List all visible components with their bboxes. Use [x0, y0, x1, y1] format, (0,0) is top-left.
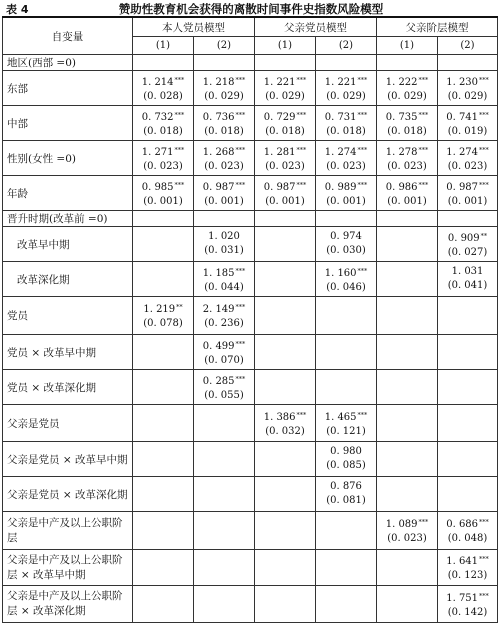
- coefficient-cell: [377, 262, 438, 297]
- significance-stars: ***: [418, 518, 429, 526]
- row-label: 党员: [3, 297, 133, 335]
- coefficient-cell: [194, 55, 255, 71]
- coefficient-value: 1. 020: [208, 231, 240, 242]
- coefficient-cell: [438, 550, 498, 586]
- coefficient-value: 0. 686: [446, 519, 479, 530]
- significance-stars: ***: [235, 110, 246, 119]
- significance-stars: ***: [296, 110, 307, 119]
- coefficient-cell: [255, 297, 316, 335]
- significance-stars: ***: [296, 180, 307, 189]
- row-label: 父亲是党员: [3, 405, 133, 442]
- coefficient-value: 1. 160: [324, 267, 357, 279]
- coefficient-cell: [316, 141, 377, 176]
- significance-stars: ***: [235, 374, 246, 383]
- coefficient-cell: [377, 586, 438, 623]
- coefficient-value: 0. 729: [263, 111, 296, 123]
- standard-error: (0. 041): [447, 280, 488, 291]
- significance-stars: ***: [174, 180, 185, 189]
- table-row: [3, 405, 498, 442]
- significance-stars: ***: [357, 180, 368, 189]
- table-number: 表 4: [6, 3, 29, 16]
- coefficient-cell: [194, 106, 255, 141]
- coefficient-cell: [133, 106, 194, 141]
- coefficient-cell: [316, 71, 377, 106]
- significance-stars: **: [480, 231, 488, 240]
- standard-error: (0. 001): [326, 195, 366, 207]
- significance-stars: ***: [296, 145, 307, 154]
- row-label: 父亲是中产及以上公职阶层 × 改革早中期: [3, 550, 133, 586]
- table-row: [3, 262, 498, 297]
- significance-stars: ***: [235, 145, 246, 154]
- standard-error: (0. 030): [326, 245, 366, 256]
- coefficient-cell: [194, 370, 255, 405]
- standard-error: (0. 032): [265, 425, 305, 437]
- standard-error: (0. 023): [387, 533, 427, 544]
- standard-error: (0. 001): [447, 195, 488, 207]
- significance-stars: ***: [418, 75, 429, 84]
- coefficient-value: 2. 149: [202, 304, 235, 315]
- coefficient-cell: [438, 211, 498, 227]
- coefficient-cell: [255, 55, 316, 71]
- header-group-own-party: 本人党员模型: [133, 17, 255, 37]
- coefficient-cell: [194, 335, 255, 370]
- coefficient-cell: [438, 442, 498, 477]
- coefficient-value: 0. 986: [385, 181, 418, 193]
- standard-error: (0. 023): [387, 160, 427, 172]
- standard-error: (0. 048): [447, 533, 488, 544]
- significance-stars: ***: [418, 145, 429, 154]
- standard-error: (0. 019): [447, 125, 488, 137]
- coefficient-cell: [255, 141, 316, 176]
- standard-error: (0. 046): [326, 281, 366, 293]
- coefficient-value: 1. 751: [446, 592, 479, 604]
- coefficient-value: 0. 987: [446, 181, 479, 193]
- standard-error: (0. 081): [326, 495, 366, 506]
- coefficient-value: 1. 222: [385, 76, 418, 88]
- significance-stars: ***: [235, 266, 246, 275]
- standard-error: (0. 018): [204, 125, 244, 137]
- coefficient-cell: [255, 335, 316, 370]
- coefficient-cell: [377, 335, 438, 370]
- header-group-father-class: 父亲阶层模型: [377, 17, 498, 37]
- coefficient-cell: [194, 297, 255, 335]
- coefficient-cell: [255, 550, 316, 586]
- coefficient-cell: [194, 477, 255, 512]
- coefficient-cell: [377, 55, 438, 71]
- coefficient-cell: [133, 71, 194, 106]
- standard-error: (0. 001): [143, 195, 183, 207]
- coefficient-cell: [255, 405, 316, 442]
- standard-error: (0. 023): [265, 160, 305, 172]
- standard-error: (0. 023): [326, 160, 366, 172]
- coefficient-cell: [438, 586, 498, 623]
- standard-error: (0. 044): [204, 281, 244, 293]
- coefficient-cell: [377, 550, 438, 586]
- coefficient-cell: [133, 176, 194, 211]
- coefficient-value: 1. 281: [263, 146, 296, 158]
- row-label: 父亲是中产及以上公职阶层 × 改革深化期: [3, 586, 133, 623]
- coefficient-cell: [377, 297, 438, 335]
- coefficient-value: 0. 736: [202, 111, 235, 123]
- standard-error: (0. 018): [326, 125, 366, 137]
- coefficient-cell: [255, 370, 316, 405]
- significance-stars: ***: [235, 303, 246, 311]
- standard-error: (0. 018): [265, 125, 305, 137]
- standard-error: (0. 029): [447, 90, 488, 102]
- coefficient-cell: [255, 211, 316, 227]
- coefficient-value: 0. 876: [330, 481, 362, 492]
- coefficient-value: 1. 221: [324, 76, 357, 88]
- coefficient-value: 1. 386: [263, 411, 296, 423]
- standard-error: (0. 023): [143, 160, 183, 172]
- significance-stars: **: [176, 303, 183, 311]
- coefficient-cell: [133, 141, 194, 176]
- row-label: 地区(西部 =0): [3, 55, 133, 71]
- coefficient-value: 1. 465: [324, 411, 357, 423]
- table-row: [3, 370, 498, 405]
- coefficient-cell: [316, 297, 377, 335]
- row-label: 东部: [3, 71, 133, 106]
- row-label: 党员 × 改革深化期: [3, 370, 133, 405]
- coefficient-value: 0. 735: [385, 111, 418, 123]
- coefficient-cell: [316, 55, 377, 71]
- table-row: [3, 550, 498, 586]
- coefficient-cell: [377, 71, 438, 106]
- coefficient-cell: [133, 55, 194, 71]
- row-label: 年龄: [3, 176, 133, 211]
- coefficient-cell: [438, 106, 498, 141]
- coefficient-cell: [316, 477, 377, 512]
- standard-error: (0. 123): [447, 570, 488, 581]
- standard-error: (0. 029): [387, 90, 427, 102]
- coefficient-cell: [255, 262, 316, 297]
- coefficient-cell: [255, 477, 316, 512]
- table-row: [3, 335, 498, 370]
- significance-stars: ***: [235, 75, 246, 84]
- coefficient-cell: [255, 176, 316, 211]
- coefficient-cell: [194, 550, 255, 586]
- table-row: [3, 176, 498, 211]
- coefficient-cell: [194, 262, 255, 297]
- coefficient-cell: [316, 405, 377, 442]
- coefficient-value: 0. 285: [202, 375, 235, 387]
- table-row: [3, 227, 498, 262]
- coefficient-cell: [438, 227, 498, 262]
- coefficient-cell: [133, 550, 194, 586]
- coefficient-value: 0. 731: [324, 111, 357, 123]
- significance-stars: ***: [418, 180, 429, 189]
- coefficient-cell: [255, 227, 316, 262]
- table-title: 赞助性教育机会获得的离散时间事件史指数风险模型: [118, 2, 384, 16]
- coefficient-cell: [194, 442, 255, 477]
- standard-error: (0. 070): [204, 354, 244, 366]
- coefficient-cell: [133, 211, 194, 227]
- table-row: [3, 141, 498, 176]
- coefficient-cell: [438, 512, 498, 550]
- coefficient-cell: [377, 370, 438, 405]
- coefficient-cell: [194, 141, 255, 176]
- coefficient-value: 0. 732: [141, 111, 174, 123]
- coefficient-cell: [194, 211, 255, 227]
- coefficient-cell: [377, 227, 438, 262]
- standard-error: (0. 029): [326, 90, 366, 102]
- standard-error: (0. 001): [204, 195, 244, 207]
- coefficient-cell: [316, 550, 377, 586]
- significance-stars: ***: [479, 180, 489, 189]
- coefficient-cell: [316, 227, 377, 262]
- coefficient-cell: [133, 477, 194, 512]
- significance-stars: ***: [235, 180, 246, 189]
- significance-stars: ***: [479, 555, 489, 563]
- table-row: [3, 106, 498, 141]
- regression-table: [2, 16, 498, 623]
- coefficient-cell: [438, 405, 498, 442]
- standard-error: (0. 121): [326, 425, 366, 437]
- row-label: 改革早中期: [3, 227, 133, 262]
- coefficient-value: 1. 274: [324, 146, 357, 158]
- coefficient-cell: [438, 370, 498, 405]
- significance-stars: ***: [357, 145, 368, 154]
- coefficient-cell: [194, 405, 255, 442]
- coefficient-cell: [194, 227, 255, 262]
- coefficient-value: 0. 980: [330, 446, 362, 457]
- standard-error: (0. 023): [447, 160, 488, 172]
- table-row: [3, 512, 498, 550]
- coefficient-cell: [438, 55, 498, 71]
- standard-error: (0. 078): [143, 318, 183, 329]
- significance-stars: ***: [296, 410, 307, 419]
- coefficient-cell: [133, 262, 194, 297]
- coefficient-value: 1. 268: [202, 146, 235, 158]
- coefficient-cell: [377, 141, 438, 176]
- coefficient-cell: [316, 211, 377, 227]
- standard-error: (0. 018): [143, 125, 183, 137]
- standard-error: (0. 085): [326, 460, 366, 471]
- significance-stars: ***: [479, 145, 489, 154]
- coefficient-value: 0. 985: [141, 181, 174, 193]
- coefficient-value: 1. 641: [446, 556, 479, 567]
- coefficient-value: 0. 987: [263, 181, 296, 193]
- coefficient-value: 1. 274: [446, 146, 479, 158]
- row-label: 父亲是中产及以上公职阶层: [3, 512, 133, 550]
- coefficient-cell: [133, 586, 194, 623]
- coefficient-cell: [438, 262, 498, 297]
- coefficient-cell: [255, 442, 316, 477]
- header-model: (2): [194, 37, 255, 55]
- coefficient-cell: [133, 405, 194, 442]
- coefficient-value: 1. 218: [202, 76, 235, 88]
- significance-stars: ***: [479, 591, 489, 600]
- coefficient-cell: [438, 335, 498, 370]
- coefficient-value: 0. 909: [447, 232, 480, 244]
- coefficient-cell: [194, 512, 255, 550]
- standard-error: (0. 023): [204, 160, 244, 172]
- coefficient-value: 0. 987: [202, 181, 235, 193]
- coefficient-value: 1. 214: [141, 76, 174, 88]
- coefficient-cell: [133, 227, 194, 262]
- significance-stars: ***: [174, 75, 185, 84]
- coefficient-value: 1. 271: [141, 146, 174, 158]
- coefficient-cell: [316, 512, 377, 550]
- coefficient-cell: [316, 370, 377, 405]
- row-label: 性别(女性 =0): [3, 141, 133, 176]
- coefficient-value: 1. 230: [446, 76, 479, 88]
- table-row: [3, 477, 498, 512]
- significance-stars: ***: [479, 518, 489, 526]
- significance-stars: ***: [296, 75, 307, 84]
- coefficient-cell: [133, 335, 194, 370]
- coefficient-value: 1. 031: [451, 266, 484, 277]
- standard-error: (0. 001): [387, 195, 427, 207]
- standard-error: (0. 029): [265, 90, 305, 102]
- table-caption: [6, 0, 496, 16]
- standard-error: (0. 031): [204, 245, 244, 256]
- coefficient-cell: [377, 211, 438, 227]
- significance-stars: ***: [357, 266, 368, 275]
- table-row: [3, 586, 498, 623]
- coefficient-value: 1. 089: [385, 519, 418, 530]
- standard-error: (0. 236): [204, 318, 244, 329]
- significance-stars: ***: [418, 110, 429, 119]
- significance-stars: ***: [479, 110, 489, 119]
- coefficient-cell: [377, 442, 438, 477]
- header-model: (1): [255, 37, 316, 55]
- significance-stars: ***: [235, 339, 246, 348]
- header-model: (2): [438, 37, 498, 55]
- row-label: 党员 × 改革早中期: [3, 335, 133, 370]
- coefficient-value: 0. 499: [202, 340, 235, 352]
- header-group-father-party: 父亲党员模型: [255, 17, 377, 37]
- coefficient-value: 1. 185: [202, 267, 235, 279]
- coefficient-cell: [255, 106, 316, 141]
- coefficient-cell: [377, 106, 438, 141]
- coefficient-value: 0. 989: [324, 181, 357, 193]
- coefficient-cell: [255, 71, 316, 106]
- table-row: [3, 55, 498, 71]
- table-row: [3, 71, 498, 106]
- coefficient-cell: [316, 442, 377, 477]
- coefficient-cell: [316, 176, 377, 211]
- coefficient-cell: [194, 71, 255, 106]
- coefficient-cell: [194, 176, 255, 211]
- coefficient-cell: [133, 442, 194, 477]
- table-row: [3, 211, 498, 227]
- row-label: 中部: [3, 106, 133, 141]
- coefficient-cell: [316, 335, 377, 370]
- coefficient-cell: [438, 71, 498, 106]
- significance-stars: ***: [357, 110, 368, 119]
- coefficient-cell: [377, 405, 438, 442]
- row-label: 晋升时期(改革前 =0): [3, 211, 133, 227]
- table-row: [3, 442, 498, 477]
- coefficient-value: 0. 974: [330, 231, 362, 242]
- coefficient-cell: [438, 297, 498, 335]
- significance-stars: ***: [479, 75, 489, 84]
- coefficient-cell: [133, 512, 194, 550]
- coefficient-cell: [255, 586, 316, 623]
- header-model: (2): [316, 37, 377, 55]
- standard-error: (0. 029): [204, 90, 244, 102]
- coefficient-value: 1. 221: [263, 76, 296, 88]
- standard-error: (0. 055): [204, 389, 244, 401]
- coefficient-cell: [255, 512, 316, 550]
- coefficient-cell: [133, 370, 194, 405]
- coefficient-cell: [377, 176, 438, 211]
- significance-stars: ***: [357, 410, 368, 419]
- standard-error: (0. 018): [387, 125, 427, 137]
- coefficient-cell: [316, 106, 377, 141]
- coefficient-cell: [438, 477, 498, 512]
- coefficient-cell: [377, 477, 438, 512]
- standard-error: (0. 028): [143, 90, 183, 102]
- row-label: 父亲是党员 × 改革深化期: [3, 477, 133, 512]
- table-body: [3, 55, 498, 623]
- standard-error: (0. 027): [447, 246, 488, 258]
- header-model: (1): [133, 37, 194, 55]
- coefficient-cell: [316, 586, 377, 623]
- significance-stars: ***: [174, 145, 185, 154]
- header-variable: 自变量: [3, 17, 133, 55]
- coefficient-cell: [377, 512, 438, 550]
- table-row: [3, 297, 498, 335]
- standard-error: (0. 001): [265, 195, 305, 207]
- row-label: 改革深化期: [3, 262, 133, 297]
- header-model: (1): [377, 37, 438, 55]
- row-label: 父亲是党员 × 改革早中期: [3, 442, 133, 477]
- coefficient-value: 1. 219: [143, 304, 176, 315]
- coefficient-cell: [316, 262, 377, 297]
- coefficient-value: 1. 278: [385, 146, 418, 158]
- coefficient-cell: [438, 141, 498, 176]
- coefficient-value: 0. 741: [446, 111, 479, 123]
- standard-error: (0. 142): [447, 606, 488, 618]
- coefficient-cell: [438, 176, 498, 211]
- coefficient-cell: [194, 586, 255, 623]
- significance-stars: ***: [174, 110, 185, 119]
- coefficient-cell: [133, 297, 194, 335]
- significance-stars: ***: [357, 75, 368, 84]
